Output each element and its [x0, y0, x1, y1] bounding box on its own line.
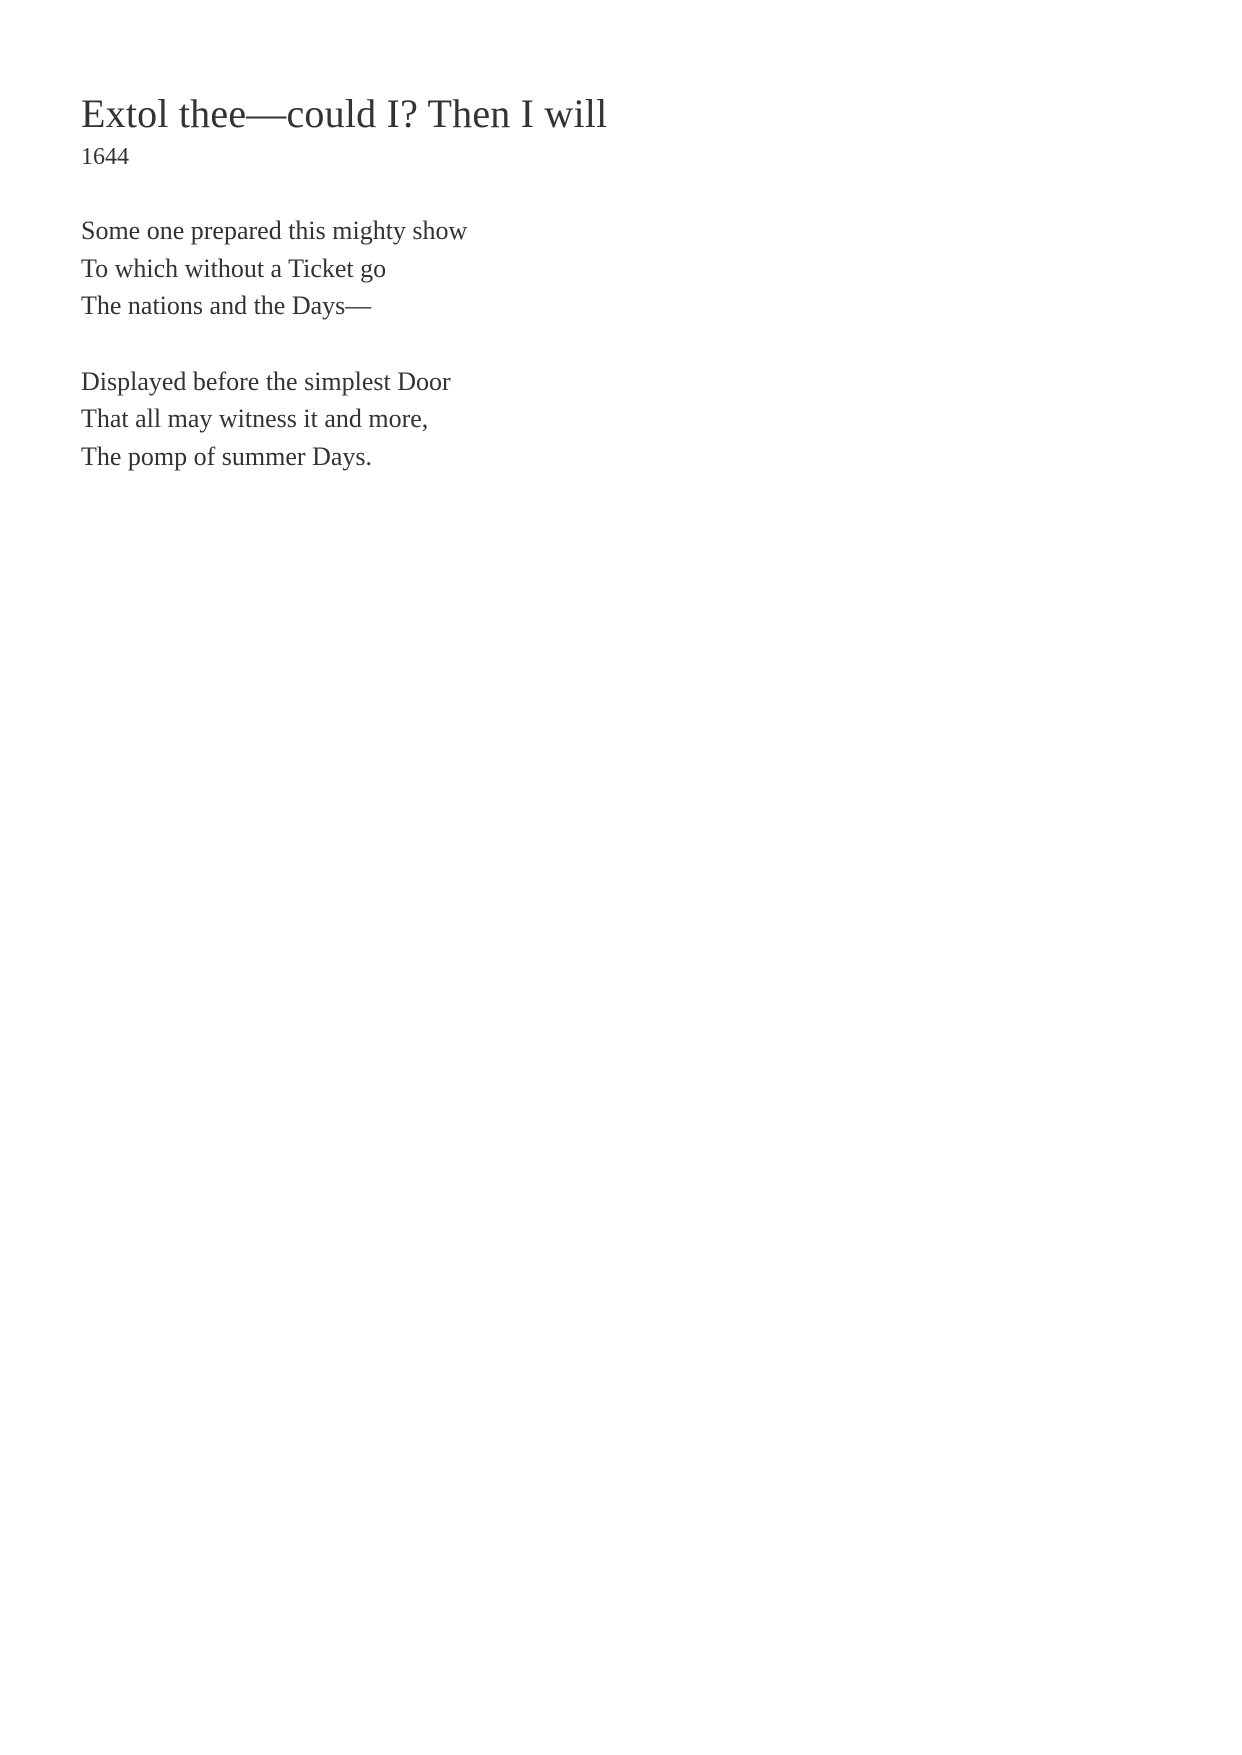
poem-line: Some one prepared this mighty show: [81, 216, 468, 245]
poem-line: To which without a Ticket go: [81, 253, 387, 283]
poem-line: The pomp of summer Days.: [81, 441, 373, 471]
poem-line: That all may witness it and more,: [81, 404, 429, 433]
poem-title: Extol thee—could I? Then I will: [81, 91, 608, 136]
poem: [81, 86, 607, 475]
poem-number: 1644: [81, 144, 129, 170]
stanza-2: [81, 363, 607, 476]
poem-line: Displayed before the simplest Door: [81, 366, 451, 396]
stanza-1: [81, 212, 607, 325]
poem-line: The nations and the Days—: [81, 291, 372, 320]
